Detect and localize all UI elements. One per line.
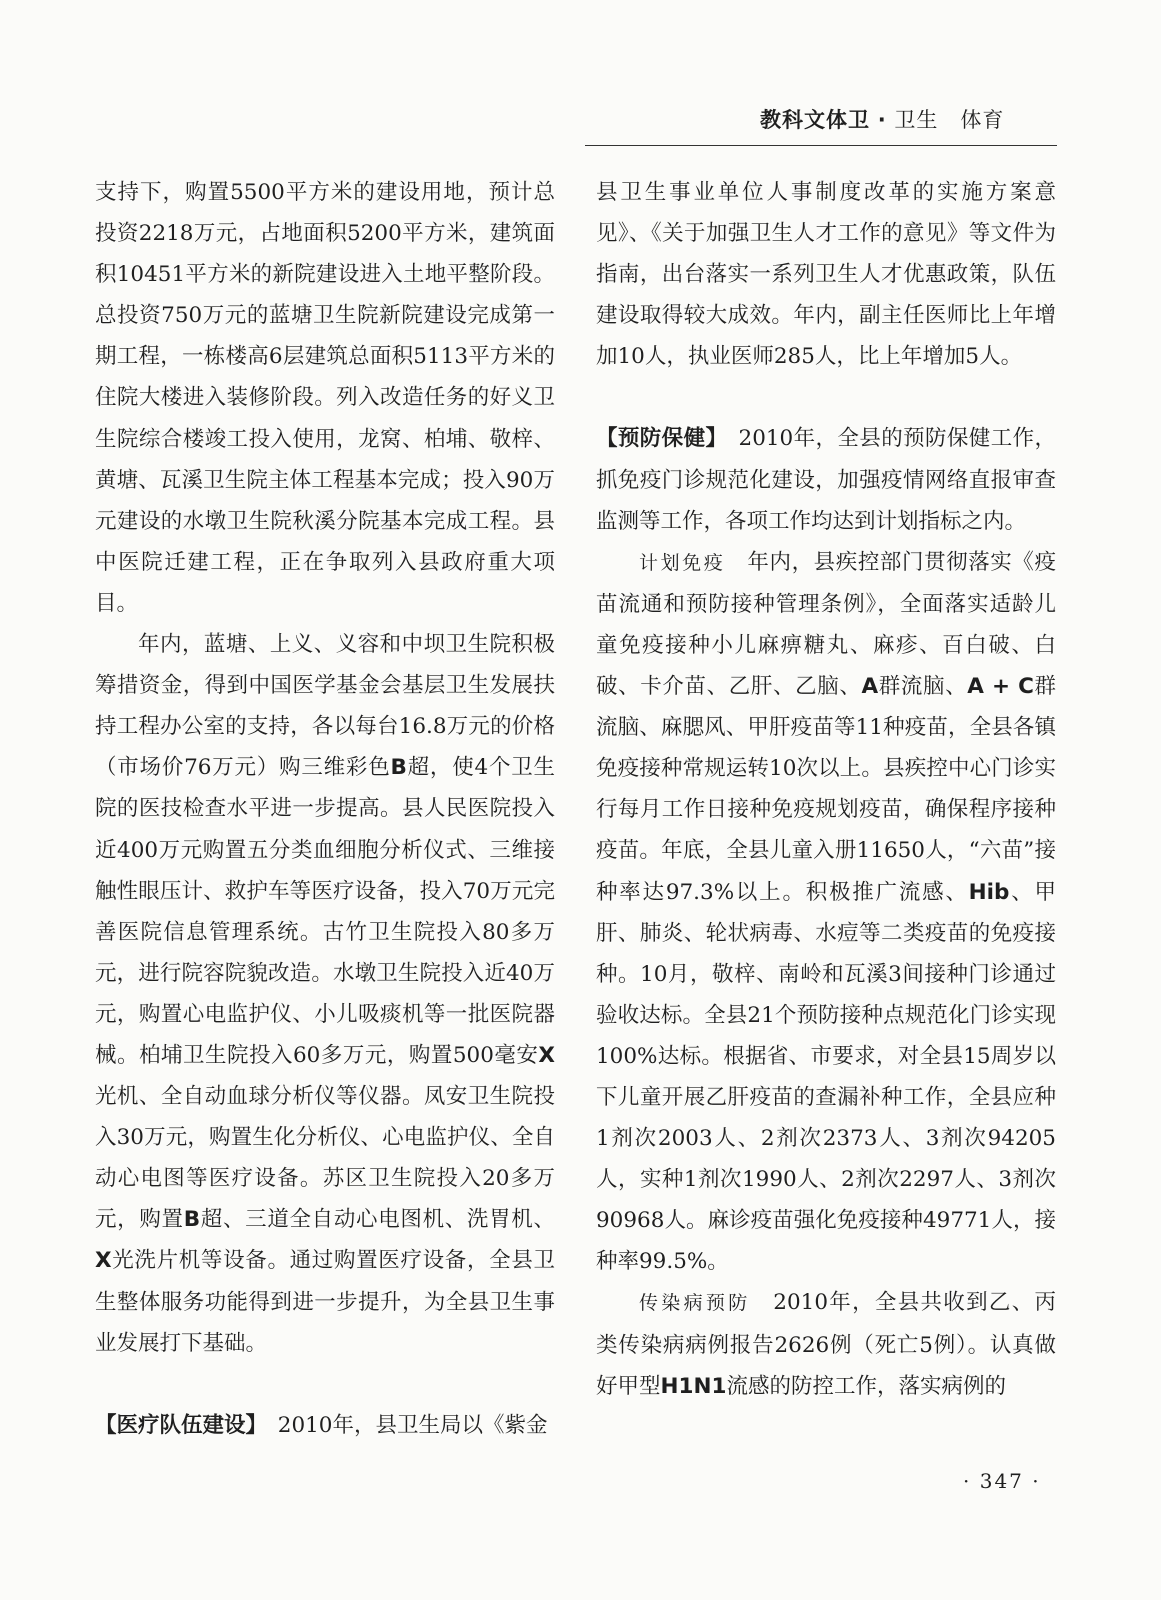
header-section: 教科文体卫 <box>760 108 870 132</box>
subsection-heading: 传染病预防 <box>639 1292 751 1315</box>
paragraph-gap <box>95 1364 555 1405</box>
header-rule <box>585 145 1057 146</box>
section-heading: 【预防保健】 <box>596 426 717 452</box>
paragraph: 支持下，购置5500平方米的建设用地，预计总投资2218万元，占地面积5200平方米，建筑面积10451平方米的新院建设进入土地平整阶段。总投资750万元的蓝塘卫生院新院建设完成第一期工程，一栋楼高6层建筑总面积5113平方米的住院大楼进入装修阶段。列入改造任务的好义卫生院综合楼竣工投入使用，龙窝、柏埔、敬梓、黄塘、瓦溪卫生院主体工程基本完成；投入90万元建设的水墩卫生院秋溪分院基本完成工程。县中医院迁建工程，正在争取列入县政府重大项目。 <box>95 180 555 616</box>
paragraph: 传染病预防 2010年，全县共收到乙、丙类传染病病例报告2626例（死亡5例）。认真做好甲型H1N1流感的防控工作，落实病例的 <box>596 1290 1056 1399</box>
paragraph: 年内，蓝塘、上义、义容和中坝卫生院积极筹措资金，得到中国医学基金会基层卫生发展扶持工程办公室的支持，各以每台16.8万元的价格（市场价76万元）购三维彩色B超，使4个卫生院的医技检查水平进一步提高。县人民医院投入近400万元购置五分类血细胞分析仪式、三维接触性眼压计、救护车等医疗设备，投入70万元完善医院信息管理系统。古竹卫生院投入80多万元，进行院容院貌改造。水墩卫生院投入近40万元，购置心电监护仪、小儿吸痰机等一批医院器械。柏埔卫生院投入60多万元，购置500毫安X光机、全自动血球分析仪等仪器。凤安卫生院投入30万元，购置生化分析仪、心电监护仪、全自动心电图等医疗设备。苏区卫生院投入20多万元，购置B超、三道全自动心电图机、洗胃机、X光洗片机等设备。通过购置医疗设备，全县卫生整体服务功能得到进一步提升，为全县卫生事业发展打下基础。 <box>95 632 556 1356</box>
subsection-heading: 计划免疫 <box>639 551 726 574</box>
section-heading: 【医疗队伍建设】 <box>95 1412 257 1438</box>
left-column <box>95 172 555 1446</box>
paragraph: 【医疗队伍建设】 2010年，县卫生局以《紫金 <box>95 1412 548 1438</box>
page-number: · 347 · <box>963 1469 1041 1493</box>
right-column <box>596 172 1056 1407</box>
paragraph-gap <box>596 377 1056 418</box>
header-dot: · <box>877 108 887 132</box>
paragraph: 县卫生事业单位人事制度改革的实施方案意见》、《关于加强卫生人才工作的意见》等文件为指南，出台落实一系列卫生人才优惠政策，队伍建设取得较大成效。年内，副主任医师比上年增加10人，执业医师285人，比上年增加5人。 <box>596 180 1056 370</box>
running-header <box>760 104 1060 134</box>
paragraph: 【预防保健】 2010年，全县的预防保健工作，抓免疫门诊规范化建设，加强疫情网络直报审查监测等工作，各项工作均达到计划指标之内。 <box>596 426 1056 534</box>
header-subsection: 卫生 体育 <box>894 108 1005 132</box>
paragraph: 计划免疫 年内，县疾控部门贯彻落实《疫苗流通和预防接种管理条例》，全面落实适龄儿童免疫接种小儿麻痹糖丸、麻疹、百白破、白破、卡介苗、乙肝、乙脑、A群流脑、A + C群流脑、麻腮风、甲肝疫苗等11种疫苗，全县各镇免疫接种常规运转10次以上。县疾控中心门诊实行每月工作日接种免疫规划疫苗，确保程序接种疫苗。年底，全县儿童入册11650人，“六苗”接种率达97.3%以上。积极推广流感、Hib、甲肝、肺炎、轮状病毒、水痘等二类疫苗的免疫接种。10月，敬梓、南岭和瓦溪3间接种门诊通过验收达标。全县21个预防接种点规范化门诊实现100%达标。根据省、市要求，对全县15周岁以下儿童开展乙肝疫苗的查漏补种工作，全县应种1剂次2003人、2剂次2373人、3剂次94205人，实种1剂次1990人、2剂次2297人、3剂次90968人。麻诊疫苗强化免疫接种49771人，接种率99.5%。 <box>596 549 1056 1275</box>
